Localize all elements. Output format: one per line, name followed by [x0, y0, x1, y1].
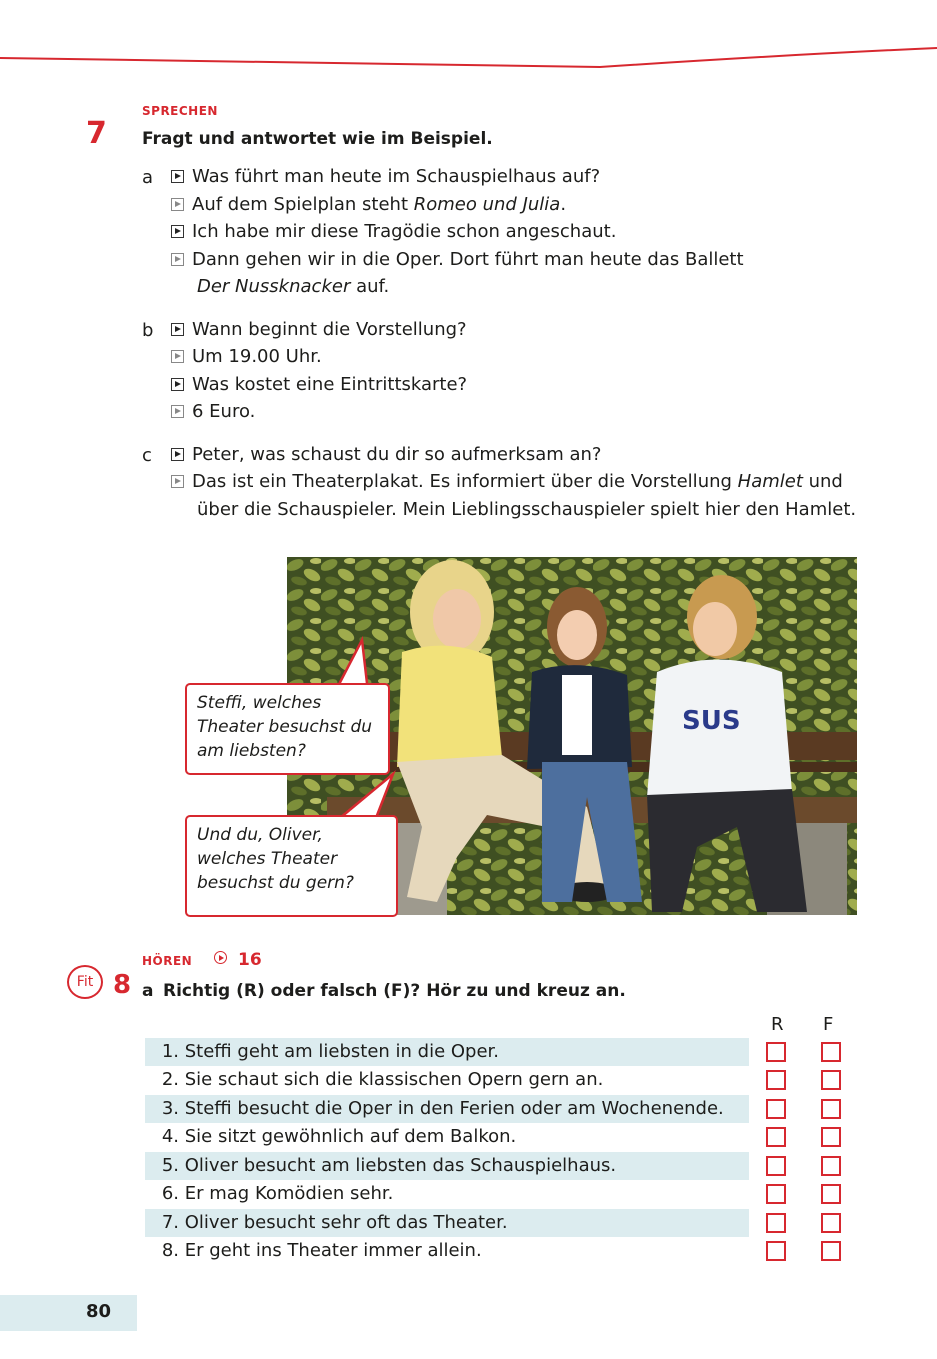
- exercise-7-instruction: Fragt und antwortet wie im Beispiel.: [142, 129, 493, 149]
- statement-row: 4. Sie sitzt gewöhnlich auf dem Balkon.: [161, 1126, 517, 1147]
- dialogue-c-letter: c: [142, 445, 152, 466]
- speech-bubble-oliver: Und du, Oliver, welches Theater besuchst du gern?: [185, 815, 398, 917]
- checkbox-f-3[interactable]: [821, 1099, 841, 1119]
- speaker-a-icon: [171, 225, 184, 238]
- checkbox-r-7[interactable]: [766, 1213, 786, 1233]
- dialogue-b-line-1: Wann beginnt die Vorstellung?: [171, 316, 467, 343]
- header-red-line: [0, 0, 937, 80]
- speaker-b-icon: [171, 475, 184, 488]
- statement-row: 7. Oliver besucht sehr oft das Theater.: [145, 1209, 749, 1237]
- speaker-a-icon: [171, 170, 184, 183]
- speaker-b-icon: [171, 198, 184, 211]
- fit-badge: Fit: [67, 965, 103, 999]
- speech-bubble-steffi: Steffi, welches Theater besuchst du am liebsten?: [185, 683, 390, 775]
- checkbox-r-8[interactable]: [766, 1241, 786, 1261]
- speaker-b-icon: [171, 253, 184, 266]
- exercise-8-part-letter: a: [142, 981, 154, 1001]
- dialogue-a-line-1: Was führt man heute im Schauspielhaus auf?: [171, 163, 600, 190]
- column-header-r: R: [771, 1014, 784, 1035]
- speaker-a-icon: [171, 323, 184, 336]
- exercise-number-8: 8: [113, 970, 132, 1000]
- dialogue-b-line-4: 6 Euro.: [171, 398, 255, 425]
- section-label-sprechen: SPRECHEN: [142, 104, 218, 118]
- checkbox-f-4[interactable]: [821, 1127, 841, 1147]
- speaker-a-icon: [171, 448, 184, 461]
- dialogue-a-letter: a: [142, 167, 154, 188]
- checkbox-f-8[interactable]: [821, 1241, 841, 1261]
- speaker-b-icon: [171, 350, 184, 363]
- dialogue-c-line-1: Peter, was schaust du dir so aufmerksam an?: [171, 441, 601, 468]
- dialogue-a-line-2: Auf dem Spielplan steht Romeo und Julia.: [171, 191, 566, 218]
- checkbox-r-1[interactable]: [766, 1042, 786, 1062]
- audio-track-icon: [214, 951, 227, 964]
- dialogue-c-line-3: über die Schauspieler. Mein Lieblingsschauspieler spielt hier den Hamlet.: [197, 499, 857, 520]
- checkbox-f-6[interactable]: [821, 1184, 841, 1204]
- statement-row: 8. Er geht ins Theater immer allein.: [161, 1240, 482, 1261]
- exercise-number-7: 7: [86, 116, 107, 151]
- checkbox-r-2[interactable]: [766, 1070, 786, 1090]
- dialogue-b-line-3: Was kostet eine Eintrittskarte?: [171, 371, 467, 398]
- statement-row: 6. Er mag Komödien sehr.: [161, 1183, 394, 1204]
- statement-row: 5. Oliver besucht am liebsten das Schauspielhaus.: [145, 1152, 749, 1180]
- checkbox-r-4[interactable]: [766, 1127, 786, 1147]
- exercise-8-instruction: Richtig (R) oder falsch (F)? Hör zu und kreuz an.: [163, 981, 626, 1001]
- checkbox-r-6[interactable]: [766, 1184, 786, 1204]
- dialogue-b-line-2: Um 19.00 Uhr.: [171, 343, 322, 370]
- section-label-hoeren: HÖREN: [142, 954, 193, 968]
- statement-row: 2. Sie schaut sich die klassischen Opern gern an.: [161, 1069, 604, 1090]
- checkbox-f-1[interactable]: [821, 1042, 841, 1062]
- audio-track-number: 16: [238, 950, 262, 970]
- statement-row: 3. Steffi besucht die Oper in den Ferien oder am Wochenende.: [145, 1095, 749, 1123]
- checkbox-f-5[interactable]: [821, 1156, 841, 1176]
- hoodie-logo: SUS: [682, 706, 741, 736]
- statement-row: 1. Steffi geht am liebsten in die Oper.: [145, 1038, 749, 1066]
- checkbox-r-5[interactable]: [766, 1156, 786, 1176]
- column-header-f: F: [823, 1014, 834, 1035]
- checkbox-r-3[interactable]: [766, 1099, 786, 1119]
- dialogue-a-line-3: Ich habe mir diese Tragödie schon angeschaut.: [171, 218, 616, 245]
- dialogue-c-line-2: Das ist ein Theaterplakat. Es informiert über die Vorstellung Hamlet und: [171, 468, 843, 495]
- page-number-box: [0, 1295, 137, 1331]
- speaker-a-icon: [171, 378, 184, 391]
- speaker-b-icon: [171, 405, 184, 418]
- page-number: 80: [86, 1301, 112, 1322]
- dialogue-b-letter: b: [142, 320, 154, 341]
- checkbox-f-7[interactable]: [821, 1213, 841, 1233]
- dialogue-a-line-4: Dann gehen wir in die Oper. Dort führt man heute das Ballett: [171, 246, 744, 273]
- checkbox-f-2[interactable]: [821, 1070, 841, 1090]
- dialogue-a-line-5: Der Nussknacker auf.: [197, 276, 390, 297]
